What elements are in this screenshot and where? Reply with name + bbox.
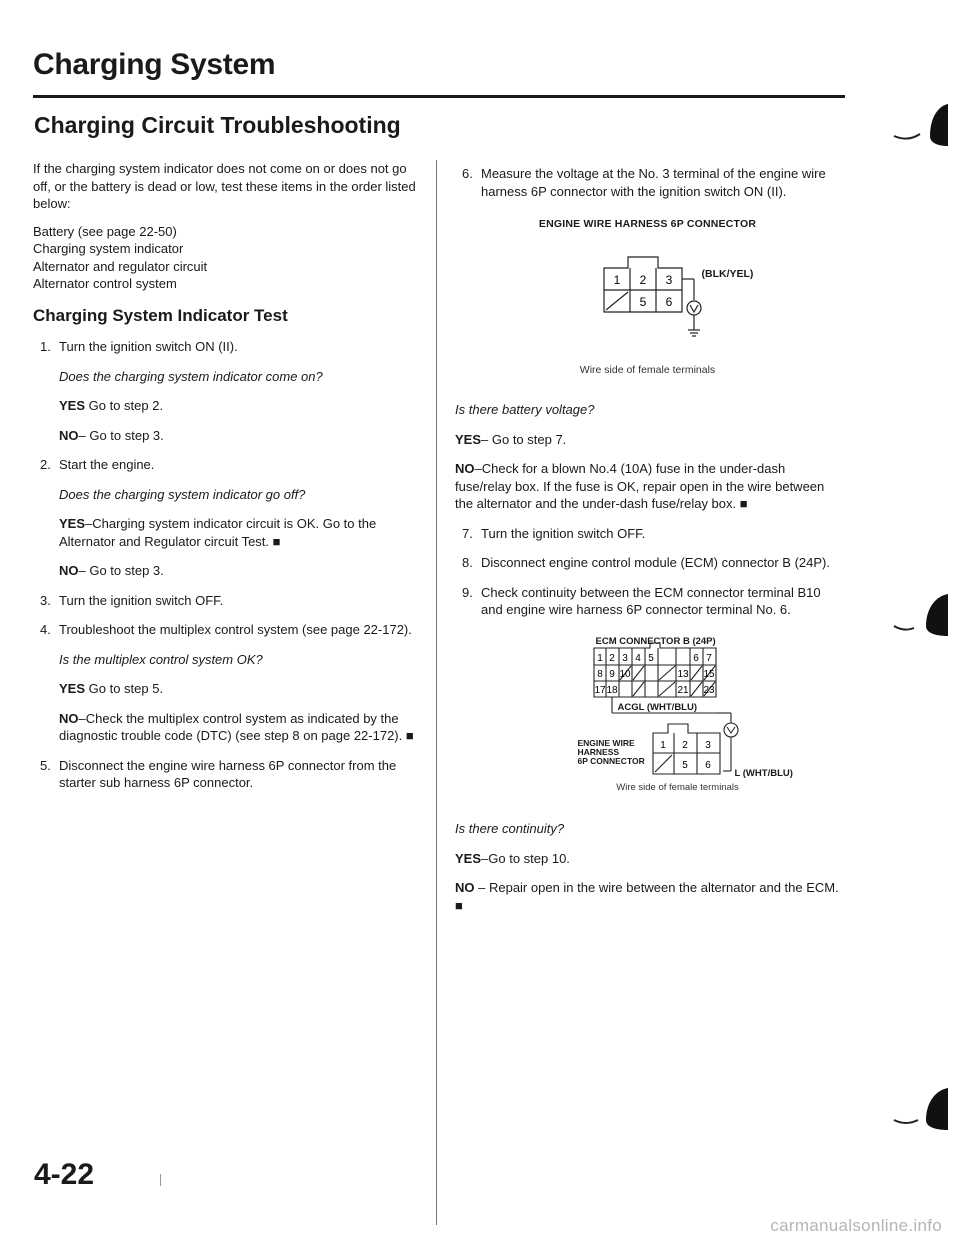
answer-no: NO–Check the multiplex control system as indicated by the diagnostic trouble code (DTC) (see step 8 on page 22-172). ■	[59, 710, 414, 743]
answer-yes: YES Go to step 2.	[59, 398, 164, 413]
end-mark-icon: ■	[272, 533, 281, 549]
step-text: Disconnect engine control module (ECM) connector B (24P).	[481, 555, 830, 570]
pin-label: 17	[593, 684, 606, 696]
pin-label: 3	[665, 272, 672, 287]
answer-no: NO– Go to step 3.	[59, 563, 164, 578]
section-title: Charging Circuit Troubleshooting	[34, 112, 401, 138]
step-text: Turn the ignition switch OFF.	[481, 525, 646, 541]
right-column	[455, 165, 840, 926]
pin-label: 15	[702, 668, 715, 680]
step-number: 6.	[462, 166, 473, 181]
wire-color-label: (BLK/YEL)	[701, 267, 754, 280]
answer-no: NO – Repair open in the wire between the alternator and the ECM. ■	[455, 880, 839, 913]
pin-label: 3	[621, 652, 628, 664]
pin-label: 9	[608, 668, 615, 680]
ecm-connector-title: ECM CONNECTOR B (24P)	[595, 635, 716, 647]
end-mark-icon: ■	[455, 897, 463, 913]
binder-tab-icon	[890, 100, 950, 150]
step-number: 7.	[462, 525, 473, 541]
question: Does the charging system indicator come on?	[59, 368, 323, 384]
harness-label: ENGINE WIRE HARNESS 6P CONNECTOR	[577, 737, 645, 766]
step-text: Check continuity between the ECM connector terminal B10 and engine wire harness 6P connector terminal No. 6.	[481, 584, 821, 617]
test-item: Alternator and regulator circuit	[33, 258, 208, 274]
end-mark-icon: ■	[405, 728, 414, 743]
pin-label: 7	[705, 652, 712, 664]
binder-tab-icon	[890, 590, 950, 640]
answer-yes: YES–Charging system indicator circuit is OK. Go to the Alternator and Regulator circuit Test. ■	[59, 516, 377, 549]
test-item: Charging system indicator	[33, 241, 184, 256]
step-5	[33, 757, 418, 792]
step-9	[455, 584, 840, 619]
step-3	[33, 592, 418, 610]
pin-label: 2	[681, 739, 688, 751]
l-wire-label: L (WHT/BLU)	[734, 767, 793, 779]
figure-caption: Wire side of female terminals	[616, 781, 739, 793]
step-1	[33, 338, 418, 356]
step-number: 8.	[462, 555, 473, 570]
pin-label: 21	[676, 684, 689, 696]
intro-paragraph: If the charging system indicator does not come on or does not go off, or the battery is dead or low, test these items in the order listed below:	[33, 161, 416, 211]
step-number: 2.	[40, 457, 51, 472]
pin-label: 8	[596, 668, 603, 680]
step-number: 3.	[40, 592, 51, 608]
figure-title: ENGINE WIRE HARNESS 6P CONNECTOR	[538, 218, 757, 230]
end-mark-icon: ■	[739, 496, 748, 511]
question: Is there continuity?	[455, 821, 565, 836]
answer-yes: YES– Go to step 7.	[455, 431, 567, 447]
pin-label: 5	[647, 652, 654, 664]
figure-caption: Wire side of female terminals	[579, 363, 716, 376]
answer-no: NO– Go to step 3.	[59, 427, 164, 443]
step-text: Turn the ignition switch OFF.	[59, 592, 224, 608]
step-text: Measure the voltage at the No. 3 terminal of the engine wire harness 6P connector with the ignition switch ON (II).	[481, 166, 826, 199]
connector-6p-diagram	[548, 248, 754, 358]
step-text: Troubleshoot the multiplex control system (see page 22-172).	[59, 622, 412, 637]
test-item-list	[33, 223, 418, 293]
step-2	[33, 456, 418, 474]
step-number: 5.	[40, 757, 51, 773]
page-number: 4-22	[34, 1158, 95, 1191]
pin-label: 3	[704, 739, 711, 751]
pin-label: 1	[596, 652, 603, 664]
step-number: 4.	[40, 622, 51, 637]
title-rule	[33, 95, 845, 98]
question: Does the charging system indicator go off?	[59, 486, 306, 502]
column-divider	[436, 160, 437, 1225]
answer-yes: YES–Go to step 10.	[455, 850, 570, 866]
step-7	[455, 525, 840, 543]
step-text: Disconnect the engine wire harness 6P connector from the starter sub harness 6P connector.	[59, 757, 397, 790]
indicator-test-heading: Charging System Indicator Test	[33, 305, 288, 325]
left-column	[33, 160, 418, 804]
pin-label: 2	[608, 652, 615, 664]
pin-label: 6	[704, 759, 711, 771]
step-number: 1.	[40, 339, 51, 354]
pin-label: 6	[665, 294, 672, 309]
pin-label: 6	[692, 652, 699, 664]
pin-label: 18	[605, 684, 618, 696]
acgl-wire-label: ACGL (WHT/BLU)	[617, 701, 698, 713]
question: Is the multiplex control system OK?	[59, 651, 263, 667]
page-title: Charging System	[33, 48, 276, 81]
binder-tab-icon	[890, 1082, 950, 1132]
footer-tick	[160, 1174, 161, 1186]
pin-label: 4	[634, 652, 641, 664]
pin-label: 10	[618, 668, 631, 680]
pin-label: 23	[702, 684, 715, 696]
pin-label: 1	[613, 272, 620, 287]
pin-label: 13	[676, 668, 689, 680]
test-item: Battery (see page 22-50)	[33, 223, 177, 239]
step-text: Turn the ignition switch ON (II).	[59, 339, 238, 354]
answer-no: NO–Check for a blown No.4 (10A) fuse in the under-dash fuse/relay box. If the fuse is OK, repair open in the wire between the alternator and the under-dash fuse/relay box. ■	[455, 461, 825, 511]
pin-label: 2	[639, 272, 646, 287]
answer-yes: YES Go to step 5.	[59, 681, 164, 696]
step-8	[455, 554, 840, 572]
step-text: Start the engine.	[59, 457, 155, 472]
question: Is there battery voltage?	[455, 402, 595, 417]
ecm-continuity-diagram	[498, 631, 798, 781]
test-item: Alternator control system	[33, 276, 177, 291]
pin-label: 5	[681, 759, 688, 771]
pin-label: 5	[639, 294, 646, 309]
step-number: 9.	[462, 584, 473, 600]
step-6	[455, 165, 840, 200]
pin-label: 1	[659, 739, 666, 751]
watermark: carmanualsonline.info	[770, 1216, 942, 1235]
step-4	[33, 621, 418, 639]
